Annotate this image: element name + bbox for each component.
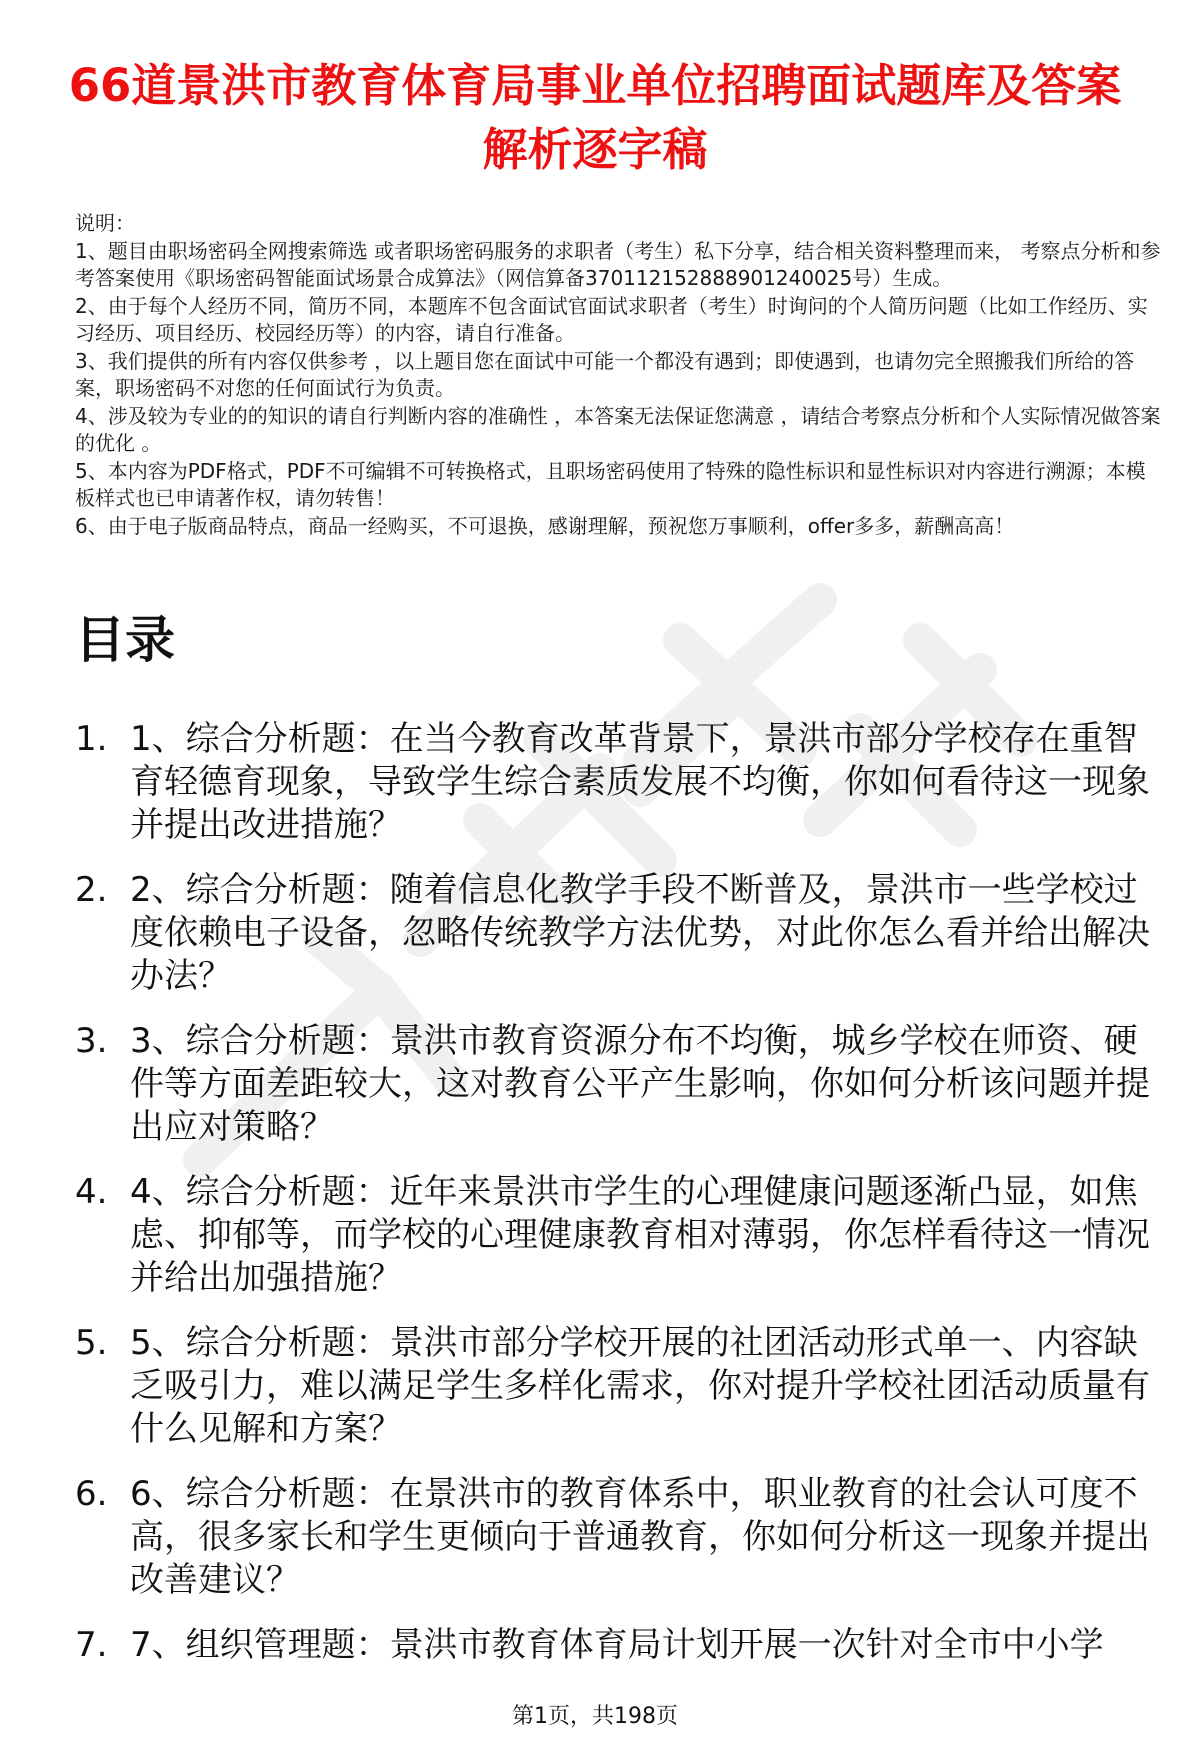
toc-item-text: 6、综合分析题：在景洪市的教育体系中，职业教育的社会认可度不高，很多家长和学生更倾向于普通教育，你如何分析这一现象并提出改善建议？ [130,1474,1150,1600]
toc-item[interactable] [75,1322,1170,1451]
toc-item-text: 4、综合分析题：近年来景洪市学生的心理健康问题逐渐凸显，如焦虑、抑郁等，而学校的心理健康教育相对薄弱，你怎样看待这一情况并给出加强措施？ [130,1172,1150,1298]
toc-item-text: 7、组织管理题：景洪市教育体育局计划开展一次针对全市中小学 [130,1625,1104,1665]
toc-item[interactable] [75,869,1170,998]
note-item: 6、由于电子版商品特点，商品一经购买，不可退换，感谢理解，预祝您万事顺利，offer多多，薪酬高高！ [75,513,1015,538]
toc-item[interactable] [75,718,1170,847]
toc-item-text: 3、综合分析题：景洪市教育资源分布不均衡，城乡学校在师资、硬件等方面差距较大，这对教育公平产生影响，你如何分析该问题并提出应对策略？ [130,1021,1150,1147]
toc-item-number: 5. [75,1323,108,1363]
toc-item[interactable] [75,1171,1170,1300]
toc-item-number: 1. [75,719,108,759]
toc-item[interactable] [75,1624,1170,1667]
toc-item[interactable] [75,1473,1170,1602]
document-title: 66道景洪市教育体育局事业单位招聘面试题库及答案解析逐字稿 [68,59,1122,176]
note-item: 5、本内容为PDF格式，PDF不可编辑不可转换格式，且职场密码使用了特殊的隐性标识和显性标识对内容进行溯源；本模板样式也已申请著作权，请勿转售！ [75,458,1146,510]
toc-item-text: 1、综合分析题：在当今教育改革背景下，景洪市部分学校存在重智育轻德育现象，导致学生综合素质发展不均衡，你如何看待这一现象并提出改进措施？ [130,719,1150,845]
table-of-contents [75,718,1170,1689]
toc-item-text: 5、综合分析题：景洪市部分学校开展的社团活动形式单一、内容缺乏吸引力，难以满足学生多样化需求，你对提升学校社团活动质量有什么见解和方案？ [130,1323,1150,1449]
notes-section [75,210,1165,540]
toc-item-text: 2、综合分析题：随着信息化教学手段不断普及，景洪市一些学校过度依赖电子设备，忽略传统教学方法优势，对此你怎么看并给出解决办法？ [130,870,1150,996]
toc-item-number: 6. [75,1474,108,1514]
toc-item-number: 2. [75,870,108,910]
notes-label: 说明： [75,211,135,235]
toc-heading: 目录 [75,611,175,669]
note-item: 3、我们提供的所有内容仅供参考 ，以上题目您在面试中可能一个都没有遇到；即使遇到，也请勿完全照搬我们所给的答案，职场密码不对您的任何面试行为负责。 [75,348,1135,400]
toc-item-number: 7. [75,1625,108,1665]
toc-item[interactable] [75,1020,1170,1149]
toc-item-number: 4. [75,1172,108,1212]
note-item: 4、涉及较为专业的的知识的请自行判断内容的准确性 ，本答案无法保证您满意 ，请结合考察点分析和个人实际情况做答案的优化 。 [75,403,1161,455]
note-item: 2、由于每个人经历不同，简历不同，本题库不包含面试官面试求职者（考生）时询问的个人简历问题（比如工作经历、实习经历、项目经历、校园经历等）的内容，请自行准备。 [75,293,1148,345]
page-number: 第1页，共198页 [0,1700,1190,1734]
note-item: 1、题目由职场密码全网搜索筛选 或者职场密码服务的求职者（考生）私下分享，结合相关资料整理而来， 考察点分析和参考答案使用《职场密码智能面试场景合成算法》（网信算备370112152888901240025号）生成。 [75,238,1161,290]
toc-item-number: 3. [75,1021,108,1061]
